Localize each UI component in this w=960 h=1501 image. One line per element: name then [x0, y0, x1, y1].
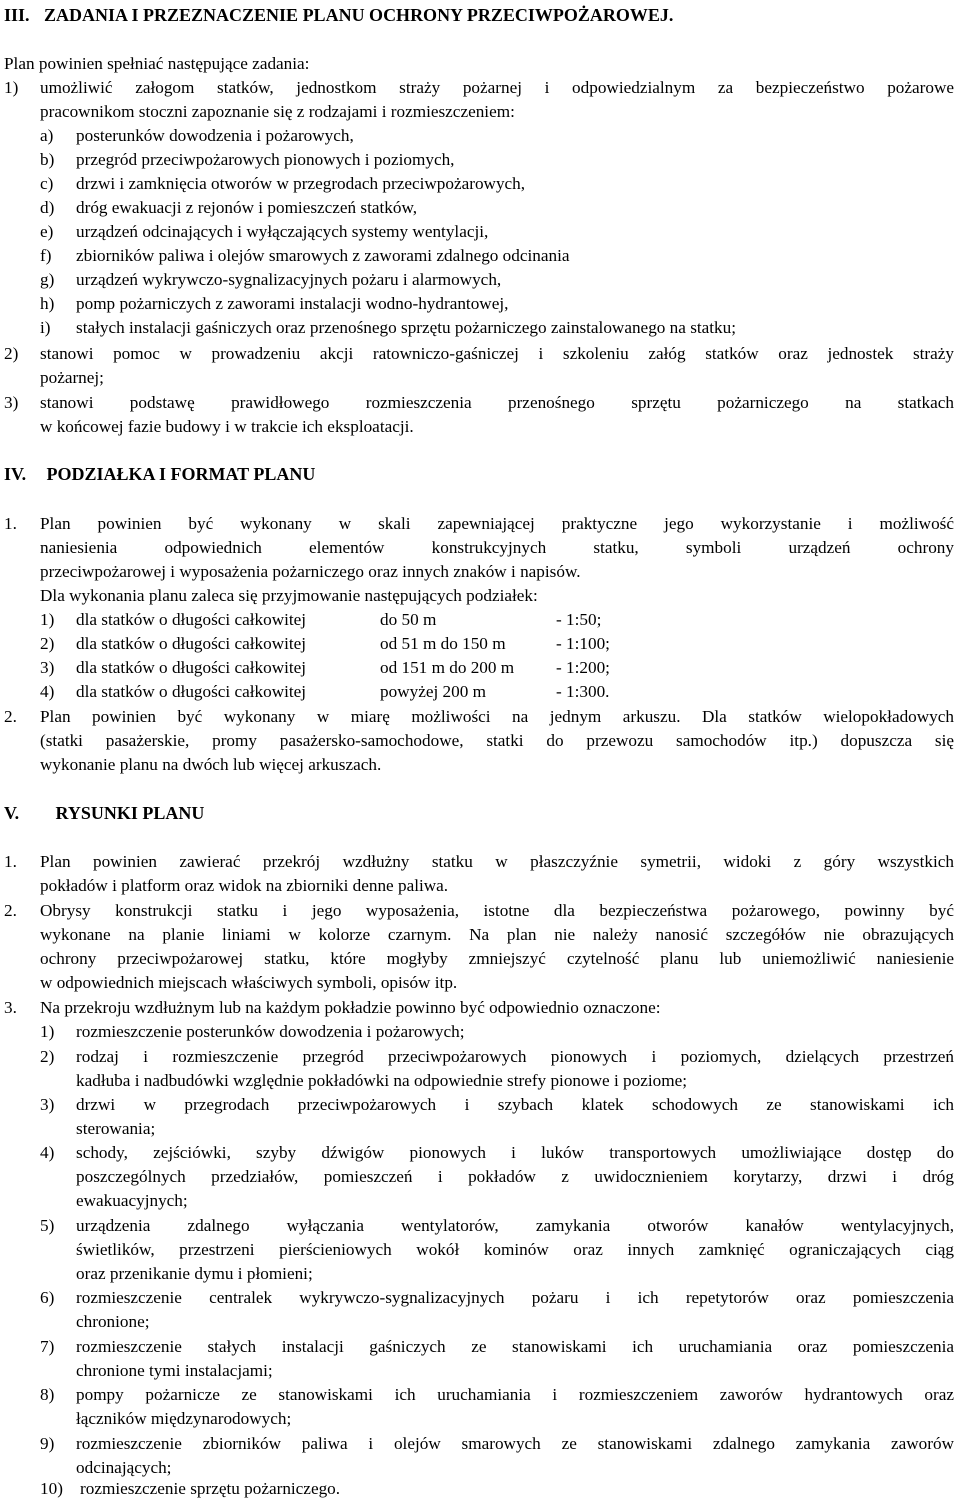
paragraph-marker: 1. — [4, 514, 17, 533]
paragraph-line: w końcowej fazie budowy i w trakcie ich eksploatacji. — [40, 417, 414, 436]
scale-row — [0, 632, 960, 655]
list-item-line: rozmieszczenie sprzętu pożarniczego. — [80, 1479, 341, 1498]
paragraph-line: Obrysy konstrukcji statku i jego wyposażenia, istotne dla bezpieczeństwa pożarowego, powinny być — [40, 901, 954, 920]
list-item-line: schody, zejściówki, szyby dźwigów pionowych i luków transportowych umożliwiające dostęp do — [76, 1143, 954, 1162]
section-title: PODZIAŁKA I FORMAT PLANU — [46, 464, 316, 484]
list-marker: 7) — [40, 1337, 55, 1356]
sub-marker: i) — [40, 318, 51, 337]
sub-item: pomp pożarniczych z zaworami instalacji wodno-hydrantowej, — [76, 294, 509, 313]
sub-item: urządzeń odcinających i wyłączających systemy wentylacji, — [76, 222, 489, 241]
list-marker: 3) — [40, 1095, 55, 1114]
list-marker: 4) — [40, 1143, 55, 1162]
paragraph-line: wykonane na planie liniami w kolorze czarnym. Na plan nie należy nanosić szczegółów nie obrazujących — [40, 925, 954, 944]
section-heading-iv — [4, 463, 315, 486]
paragraph-line: Plan powinien być wykonany w skali zapewniającej praktyczne jego wykorzystanie i możliwość — [40, 514, 954, 533]
list-marker: 8) — [40, 1385, 55, 1404]
paragraph-marker: 2. — [4, 901, 17, 920]
list-item-line: rozmieszczenie stałych instalacji gaśniczych ze stanowiskami ich uruchamiania oraz pomieszczenia — [76, 1337, 954, 1356]
paragraph-line: (statki pasażerskie, promy pasażersko-samochodowe, statki do przewozu samochodów itp.) dopuszcza się — [40, 731, 954, 750]
paragraph-line: Plan powinien zawierać przekrój wzdłużny statku w płaszczyźnie symetrii, widoki z góry wszystkich — [40, 852, 954, 871]
list-item-line: rozmieszczenie centralek wykrywczo-sygnalizacyjnych pożaru i ich repetytorów oraz pomieszczenia — [76, 1288, 954, 1307]
scale-row — [0, 680, 960, 703]
scale-value: - 1:300. — [556, 682, 610, 701]
list-item-line: chronione; — [76, 1312, 150, 1331]
scale-length: od 51 m do 150 m — [380, 634, 506, 653]
list-item-line: drzwi w przegrodach przeciwpożarowych i szybach klatek schodowych ze stanowiskami ich — [76, 1095, 954, 1114]
scale-row — [0, 608, 960, 631]
sub-item: stałych instalacji gaśniczych oraz przenośnego sprzętu pożarniczego zainstalowanego na statku; — [76, 318, 737, 337]
sub-marker: f) — [40, 246, 52, 265]
paragraph-line: Na przekroju wzdłużnym lub na każdym pokładzie powinno być odpowiednio oznaczone: — [40, 998, 661, 1017]
list-item-line: poszczególnych przedziałów, pomieszczeń i pokładów z uwidocznieniem korytarzy, drzwi i dróg — [76, 1167, 954, 1186]
list-marker: 10) — [40, 1479, 63, 1498]
list-item-line: chronione tymi instalacjami; — [76, 1361, 273, 1380]
sub-marker: b) — [40, 150, 55, 169]
paragraph-line: ochrony przeciwpożarowej statku, które mogłyby zmniejszyć czytelność planu lub uniemożliwić naniesienie — [40, 949, 954, 968]
paragraph-line: przeciwpożarowej i wyposażenia pożarniczego oraz innych znaków i napisów. — [40, 562, 581, 581]
list-marker: 5) — [40, 1216, 55, 1235]
list-item-line: rozmieszczenie zbiorników paliwa i olejów smarowych ze stanowiskami zdalnego zamykania zaworów — [76, 1434, 954, 1453]
paragraph-line: pokładów i platform oraz widok na zbiorniki denne paliwa. — [40, 876, 449, 895]
scale-value: - 1:100; — [556, 634, 610, 653]
section-number: V. — [4, 803, 20, 823]
scale-description: dla statków o długości całkowitej — [76, 634, 307, 653]
list-item-line: kadłuba i nadbudówki względnie pokładówki na odpowiednie strefy pionowe i poziome; — [76, 1071, 687, 1090]
scale-row — [0, 656, 960, 679]
sub-item: posterunków dowodzenia i pożarowych, — [76, 126, 354, 145]
list-item-line: rodzaj i rozmieszczenie przegród przeciwpożarowych pionowych i poziomych, dzielących przestrzeń — [76, 1047, 954, 1066]
paragraph-line: Plan powinien być wykonany w miarę możliwości na jednym arkuszu. Dla statków wielopokładowych — [40, 707, 954, 726]
section-number: III. — [4, 5, 30, 25]
sub-marker: c) — [40, 174, 54, 193]
list-marker: 2) — [40, 1047, 55, 1066]
paragraph-line: w odpowiednich miejscach właściwych symboli, opisów itp. — [40, 973, 458, 992]
sub-marker: a) — [40, 126, 54, 145]
paragraph-line: pracownikom stoczni zapoznanie się z rodzajami i rozmieszczeniem: — [40, 102, 515, 121]
paragraph-line: umożliwić załogom statków, jednostkom straży pożarnej i odpowiedzialnym za bezpieczeństwo pożarowe — [40, 78, 954, 97]
sub-marker: h) — [40, 294, 55, 313]
scale-marker: 3) — [40, 658, 55, 677]
scale-length: od 151 m do 200 m — [380, 658, 515, 677]
paragraph-line: wykonanie planu na dwóch lub więcej arkuszach. — [40, 755, 382, 774]
list-item-line: odcinających; — [76, 1458, 172, 1477]
scale-value: - 1:50; — [556, 610, 602, 629]
scale-marker: 2) — [40, 634, 55, 653]
scale-description: dla statków o długości całkowitej — [76, 682, 307, 701]
section-title: ZADANIA I PRZEZNACZENIE PLANU OCHRONY PRZECIWPOŻAROWEJ. — [44, 5, 674, 25]
paragraph-marker: 1. — [4, 852, 17, 871]
scale-length: powyżej 200 m — [380, 682, 486, 701]
paragraph-line: pożarnej; — [40, 368, 104, 387]
paragraph-marker: 3. — [4, 998, 17, 1017]
scale-length: do 50 m — [380, 610, 437, 629]
list-marker: 3) — [4, 393, 19, 412]
list-item-line: świetlików, przestrzeni pierścieniowych wokół kominów oraz innych zamknięć ograniczających ciąg — [76, 1240, 954, 1259]
sub-item: przegród przeciwpożarowych pionowych i poziomych, — [76, 150, 455, 169]
sub-marker: e) — [40, 222, 54, 241]
list-item-line: oraz przenikanie dymu i płomieni; — [76, 1264, 313, 1283]
sub-item: drzwi i zamknięcia otworów w przegrodach przeciwpożarowych, — [76, 174, 526, 193]
list-item-line: rozmieszczenie posterunków dowodzenia i pożarowych; — [76, 1022, 465, 1041]
list-item-line: sterowania; — [76, 1119, 156, 1138]
list-marker: 6) — [40, 1288, 55, 1307]
list-item-line: łączników międzynarodowych; — [76, 1409, 292, 1428]
section-heading-v — [4, 802, 204, 825]
sub-marker: d) — [40, 198, 55, 217]
list-marker: 1) — [4, 78, 19, 97]
sub-item: dróg ewakuacji z rejonów i pomieszczeń statków, — [76, 198, 418, 217]
section-title: RYSUNKI PLANU — [55, 803, 205, 823]
list-marker: 9) — [40, 1434, 55, 1453]
scale-marker: 1) — [40, 610, 55, 629]
paragraph-line: naniesienia odpowiednich elementów konstrukcyjnych statku, symboli urządzeń ochrony — [40, 538, 954, 557]
list-marker: 1) — [40, 1022, 55, 1041]
list-item-line: ewakuacyjnych; — [76, 1191, 188, 1210]
intro-text: Plan powinien spełniać następujące zadania: — [4, 54, 310, 73]
scale-value: - 1:200; — [556, 658, 610, 677]
paragraph-line: stanowi pomoc w prowadzeniu akcji ratowniczo-gaśniczej i szkoleniu załóg statków oraz jednostek straży — [40, 344, 954, 363]
section-heading-iii — [4, 4, 673, 27]
paragraph-line: Dla wykonania planu zaleca się przyjmowanie następujących podziałek: — [40, 586, 538, 605]
scale-description: dla statków o długości całkowitej — [76, 610, 307, 629]
list-item-line: pompy pożarnicze ze stanowiskami ich uruchamiania i rozmieszczeniem zaworów hydrantowych oraz — [76, 1385, 954, 1404]
list-marker: 2) — [4, 344, 19, 363]
scale-marker: 4) — [40, 682, 55, 701]
sub-item: urządzeń wykrywczo-sygnalizacyjnych pożaru i alarmowych, — [76, 270, 502, 289]
section-number: IV. — [4, 464, 27, 484]
sub-item: zbiorników paliwa i olejów smarowych z zaworami zdalnego odcinania — [76, 246, 570, 265]
paragraph-marker: 2. — [4, 707, 17, 726]
list-item-line: urządzenia zdalnego wyłączania wentylatorów, zamykania otworów kanałów wentylacyjnych, — [76, 1216, 954, 1235]
paragraph-line: stanowi podstawę prawidłowego rozmieszczenia przenośnego sprzętu pożarniczego na statkach — [40, 393, 954, 412]
sub-marker: g) — [40, 270, 55, 289]
scale-description: dla statków o długości całkowitej — [76, 658, 307, 677]
